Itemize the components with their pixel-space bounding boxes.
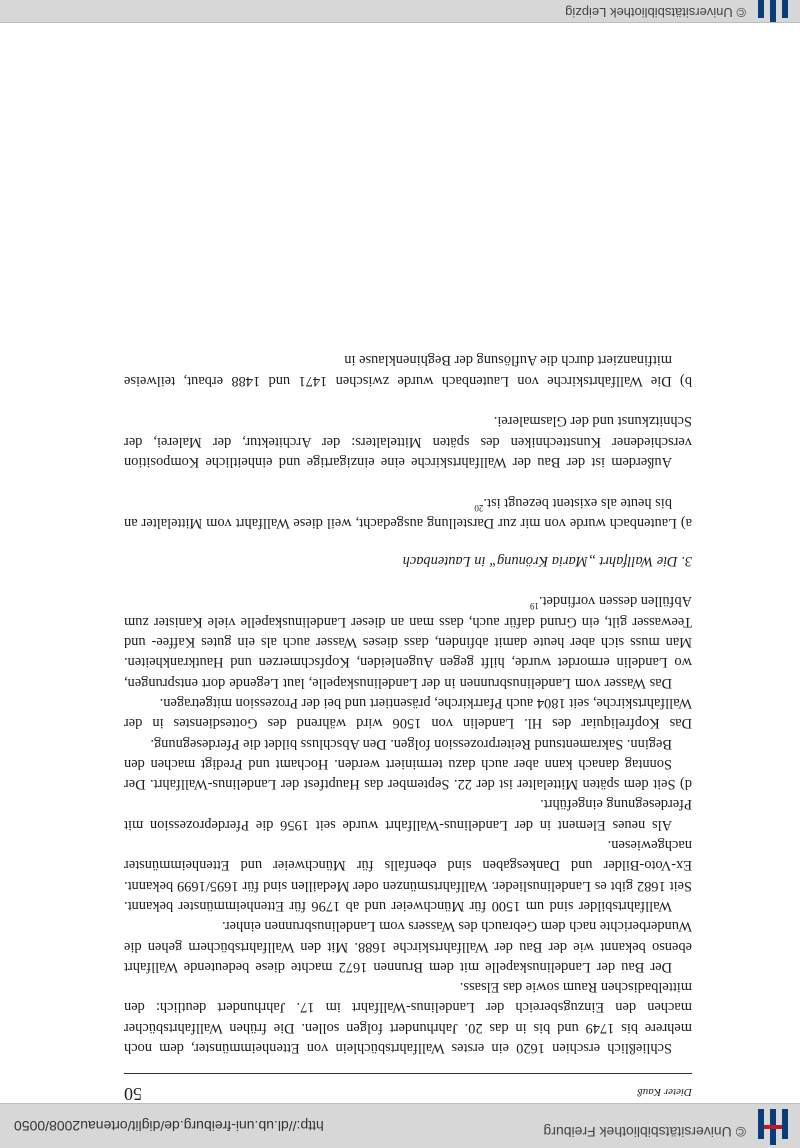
library-banner [0,1103,800,1148]
paragraph-text: a) Lautenbach wurde von mir zur Darstellung ausgedacht, weil diese Wallfahrt vom Mittelalter an bis heute als existent bezeugt ist. [124,494,692,531]
library-copyright: © Universitätsbibliothek Freiburg [543,1124,746,1140]
paragraph: Wallfahrtsbilder sind um 1500 für Münchweier und ab 1796 für Ettenheimmünster bekannt. Seit 1682 gibt es Landelinuslieder. Wallfahrtsmünzen oder Medaillen sind für 1695/1699 bekannt. Ex-Voto-Bilder und Dankesgaben sind ebenfalls für Münchweier und Ettenheimmünster nachgewiesen. [124,837,692,914]
paragraph: d) Seit dem späten Mittelalter ist der 22. September das Hauptfest der Landelinus-Wallfahrt. Der Sonntag danach kann aber auch dazu terminiert werden. Hochamt und Predigt machen den Beginn. Sakramentsund Reiterprozession folgen. Den Abschluss bildet die Pferdesegnung. [124,735,692,793]
paragraph-text: Das Wasser vom Landelinusbrunnen in der Landelinuskapelle, laut Legende dort entsprungen, wo Landelin ermordet wurde, hilft gegen Augenleiden, Kopfschmerzen und Hautkrankheiten. Man muss sich aber heute damit abfinden, dass dieses Wasser auch als ein gutes Kaffee- und Teewasser gilt, ein Grund dafür auch, dass man an dieser Landelinuskapelle viele Kanister zum Abfüllen dessen vorfindet. [124,593,692,691]
paragraph: Das Kopfreliquiar des Hl. Landelin von 1506 wird während des Gottesdienstes in der Wallfahrtskirche, seit 1804 auch Pfarrkirche, präsentiert und bei der Prozession mitgetragen. [124,694,692,732]
body-text [124,350,692,1058]
section-heading: 3. Die Wallfahrt „Maria Krönung“ in Lautenbach [402,553,692,570]
footnote-ref: 20 [474,502,484,513]
paragraph: Der Bau der Landelinuskapelle mit dem Brunnen 1672 machte diese bedeutende Wallfahrt ebenso bekannt wie der Bau der Wallfahrtskirche 1688. Mit den Wallfahrtsbüchern gehen die Wunderberichte nach dem Gebrauch des Wassers vom Landelinusbrunnen einher. [124,918,692,975]
paragraph: Schließlich erschien 1620 ein erstes Wallfahrtsbüchlein von Ettenheimmünster, dem noch mehrere bis 1749 und bis in das 20. Jahrhundert folgen sollen. Die frühen Wallfahrtsbücher machen den Einzugsbereich der Landelinus-Wallfahrt im 17. Jahrhundert deutlich: den mittelbadischen Raum sowie das Elsass. [124,979,692,1056]
paragraph: Als neues Element in der Landelinus-Wallfahrt wurde seit 1956 die Pferdeprozession mit Pferdesegnung eingeführt. [124,796,692,833]
footnote-ref: 19 [529,601,539,612]
running-author: Dieter Kauß [637,1086,692,1098]
university-library-logo [752,1107,792,1145]
library-footer-banner [0,0,800,23]
page-number: 50 [124,1084,142,1104]
paragraph [124,591,692,692]
paragraph [124,492,692,533]
running-header [124,1073,692,1104]
paragraph: b) Die Wallfahrtskirche von Lautenbach wurde zwischen 1471 und 1488 erbaut, teilweise mitfinanziert durch die Auflösung der Beghinenklause in [124,352,692,389]
paragraph: Außerdem ist der Bau der Wallfahrtskirche eine einzigartige und einheitliche Komposition verschiedener Kunsttechniken des späten Mittelalters: der Architektur, der Malerei, der Schnitzkunst und der Glasmalerei. [124,413,692,470]
document-url[interactable]: http://dl.ub.uni-freiburg.de/diglit/ortenau2008/0050 [14,1118,324,1134]
library-copyright-bottom: © Universitätsbibliothek Leipzig [565,5,746,20]
library-logo-bottom [752,0,792,22]
